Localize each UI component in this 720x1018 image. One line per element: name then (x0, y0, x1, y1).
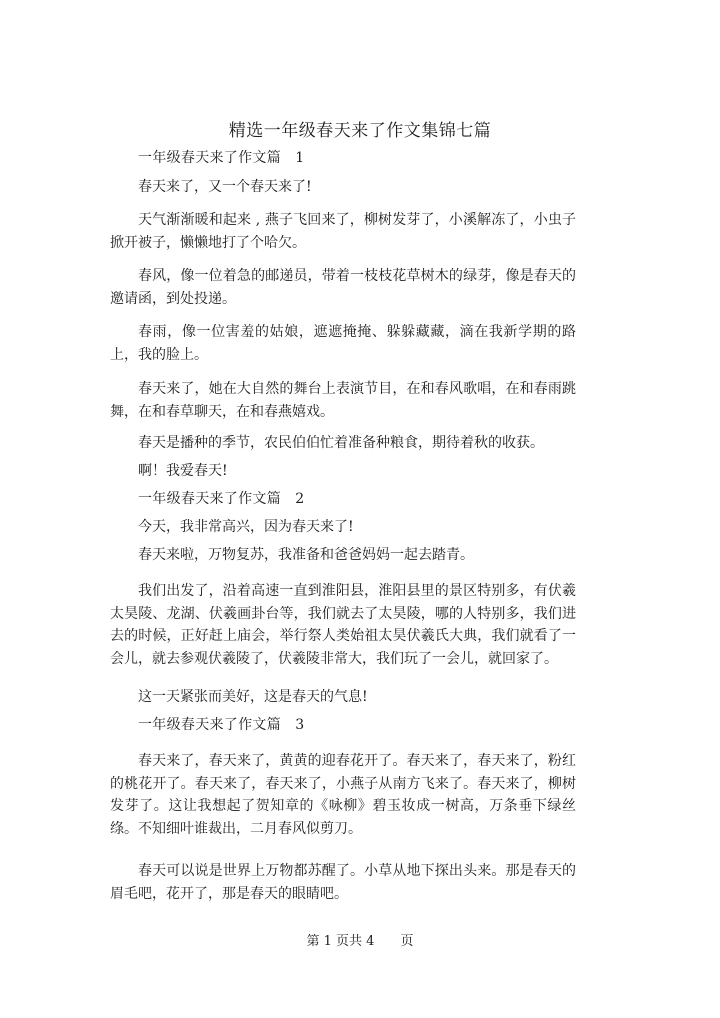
section-heading-3: 一年级春天来了作文篇 3 (138, 717, 305, 733)
document-title: 精选一年级春天来了作文集锦七篇 (228, 121, 492, 141)
paragraph: 春天是播种的季节，农民伯伯忙着准备种粮食，期待着秋的收获。 (138, 435, 544, 451)
paragraph: 春雨，像一位害羞的姑娘，遮遮掩掩、躲躲藏藏，滴在我新学期的路上，我的脸上。 (110, 324, 576, 363)
paragraph: 春天来了，又一个春天来了! (138, 179, 312, 195)
paragraph: 天气渐渐暖和起来 , 燕子飞回来了，柳树发芽了，小溪解冻了，小虫子掀开被子，懒懒地打了个哈欠。 (110, 212, 576, 251)
paragraph: 春天来了，春天来了，黄黄的迎春花开了。春天来了，春天来了，粉红的桃花开了。春天来了，春天来了，小燕子从南方飞来了。春天来了，柳树发芽了。这让我想起了贺知章的《咏柳》碧玉妆成一树高，万条垂下绿丝绦。不知细叶谁裁出，二月春风似剪刀。 (110, 753, 576, 837)
paragraph: 春天可以说是世界上万物都苏醒了。小草从地下探出头来。那是春天的眉毛吧，花开了，那是春天的眼睛吧。 (110, 863, 576, 902)
section-heading-2: 一年级春天来了作文篇 2 (138, 491, 305, 507)
paragraph: 啊！我爱春天! (138, 463, 228, 479)
paragraph: 春天来了，她在大自然的舞台上表演节目，在和春风歌唱，在和春雨跳舞，在和春草聊天，在和春燕嬉戏。 (110, 381, 576, 420)
page-footer: 第 1 页共 4 页 (306, 934, 414, 949)
paragraph: 我们出发了，沿着高速一直到淮阳县，淮阳县里的景区特别多，有伏羲太昊陵、龙湖、伏羲画卦台等，我们就去了太昊陵，哪的人特别多，我们进去的时候，正好赶上庙会，举行祭人类始祖太昊伏羲氏大典，我们就看了一会儿，就去参观伏羲陵了，伏羲陵非常大，我们玩了一会儿，就回家了。 (110, 583, 576, 667)
section-heading-1: 一年级春天来了作文篇 1 (138, 150, 305, 166)
paragraph: 这一天紧张而美好，这是春天的气息! (138, 689, 368, 705)
paragraph: 春风，像一位着急的邮递员，带着一枝枝花草树木的绿芽，像是春天的邀请函，到处投递。 (110, 268, 576, 307)
paragraph: 春天来啦，万物复苏，我准备和爸爸妈妈一起去踏青。 (138, 547, 474, 563)
paragraph: 今天，我非常高兴，因为春天来了! (138, 519, 354, 535)
